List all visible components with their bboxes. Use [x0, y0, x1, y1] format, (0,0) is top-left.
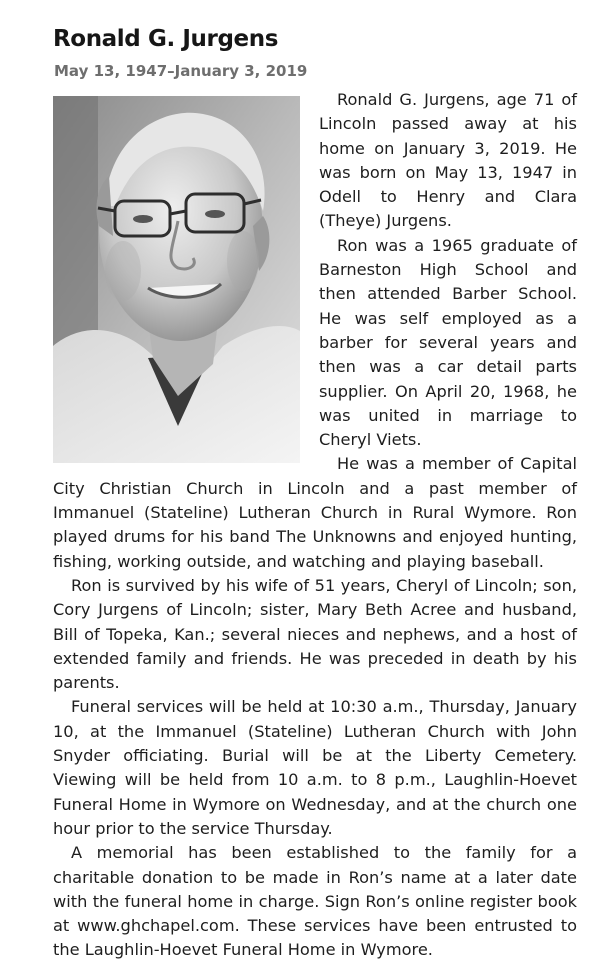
paragraph: Ron was a 1965 graduate of Barneston High School and then attended Barber School. He was self employed as a barber for several years and then was a car detail parts supplier. On April 20, 1968, he was united in marriage to Cheryl Viets. [319, 235, 577, 450]
paragraph: Funeral services will be held at 10:30 a.m., Thursday, January 10, at the Immanuel (Stateline) Lutheran Church with John Snyder officiating. Burial will be at the Liberty Cemetery. Viewing will be held from 10 a.m. to 8 p.m., Laughlin-Hoevet Funeral Home in Wymore on Wednesday, and at the church one hour prior to the service Thursday. [53, 697, 577, 838]
paragraph: He was a member of Capital City Christian Church in Lincoln and a past member of Immanuel (Stateline) Lutheran Church in Rural Wymore. Ron played drums for his band The Unknowns and enjoyed hunting, fishing, working outside, and watching and playing baseball. [53, 454, 577, 571]
paragraph: Ronald G. Jurgens, age 71 of Lincoln passed away at his home on January 3, 2019. He was born on May 13, 1947 in Odell to Henry and Clara (Theye) Jurgens. [319, 90, 577, 231]
obituary-name: Ronald G. Jurgens [53, 26, 278, 52]
paragraph: Ron is survived by his wife of 51 years, Cheryl of Lincoln; son, Cory Jurgens of Lincoln; sister, Mary Beth Acree and husband, Bill of Topeka, Kan.; several nieces and nephews, and a host of extended family and friends. He was preceded in death by his parents. [53, 575, 577, 693]
photo-spacer [53, 88, 319, 472]
paragraph: A memorial has been established to the family for a charitable donation to be made in Ron’s name at a later date with the funeral home in charge. Sign Ron’s online register book at www.ghchapel.com. These services have been entrusted to the Laughlin-Hoevet Funeral Home in Wymore. [53, 843, 577, 960]
obituary-body [53, 88, 577, 963]
obituary-dates: May 13, 1947–January 3, 2019 [54, 62, 308, 80]
